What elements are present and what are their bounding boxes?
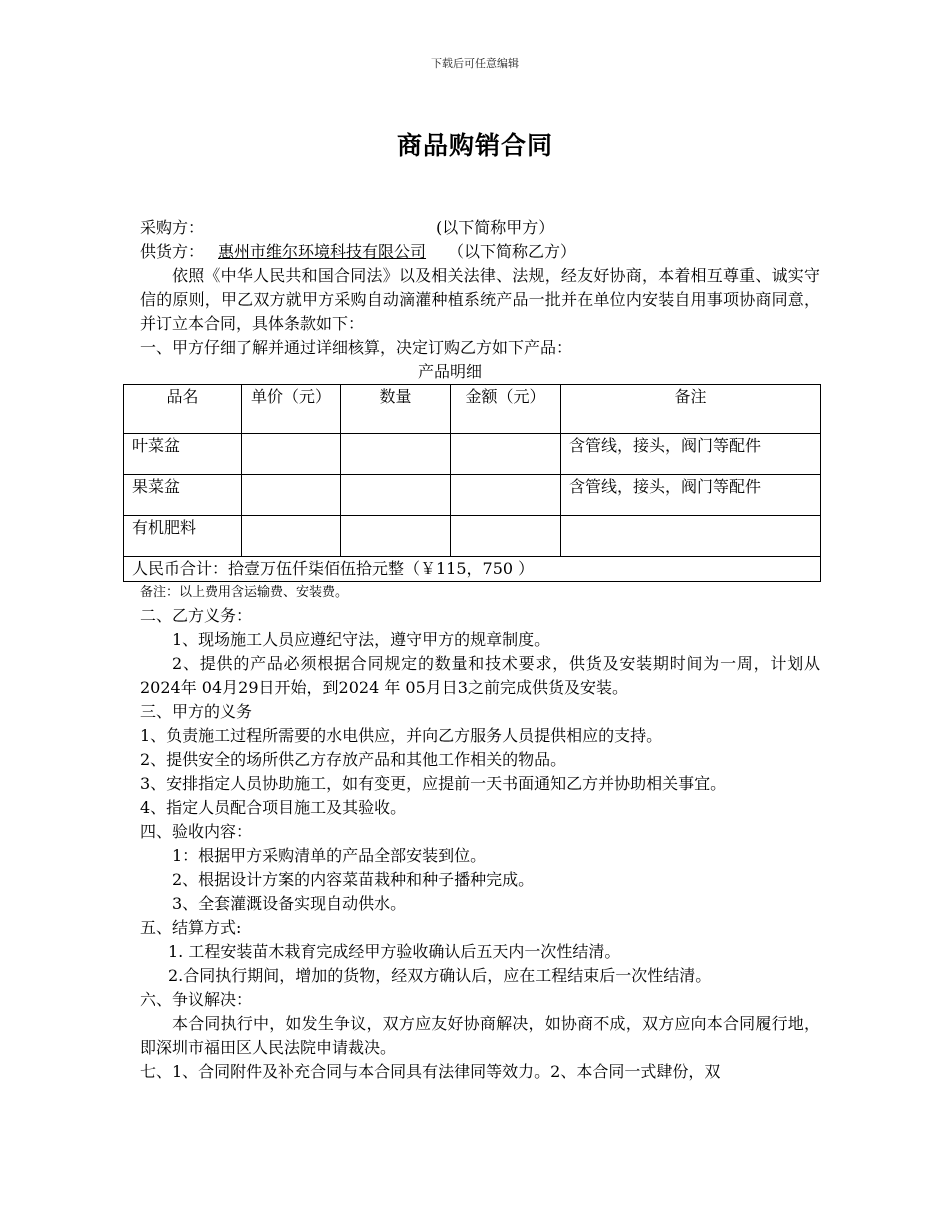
contract-body [132, 216, 820, 1084]
section-6-heading: 六、争议解决： [140, 990, 253, 1009]
header-remarks: 备注 [561, 385, 821, 434]
cell-amount [451, 434, 561, 475]
section-5-item: 2.合同执行期间，增加的货物，经双方确认后，应在工程结束后一次性结清。 [168, 966, 712, 985]
section-4-item: 3、全套灌溉设备实现自动供水。 [172, 894, 407, 913]
supplier-name: 惠州市维尔环境科技有限公司 [218, 242, 427, 261]
cell-amount [451, 516, 561, 557]
section-2-heading: 二、乙方义务： [140, 606, 253, 625]
table-note: 备注：以上费用含运输费、安装费。 [140, 585, 349, 600]
cell-quantity [341, 475, 451, 516]
section-3-item: 4、指定人员配合项目施工及其验收。 [140, 798, 407, 817]
buyer-line [140, 216, 820, 240]
section-3-item: 3、安排指定人员协助施工，如有变更，应提前一天书面通知乙方并协助相关事宜。 [140, 774, 727, 793]
product-table [123, 384, 821, 582]
cell-remarks: 含管线，接头，阀门等配件 [561, 475, 821, 516]
table-row [124, 475, 821, 516]
section-5-item: 1. 工程安装苗木栽育完成经甲方验收确认后五天内一次性结清。 [168, 942, 621, 961]
table-caption: 产品明细 [417, 362, 482, 381]
section-6-body: 本合同执行中，如发生争议，双方应友好协商解决，如协商不成，双方应向本合同履行地，即深圳市福田区人民法院申请裁决。 [140, 1014, 820, 1057]
supplier-label: 供货方： [140, 242, 205, 261]
cell-name: 有机肥料 [124, 516, 242, 557]
supplier-suffix: （以下简称乙方） [448, 242, 577, 261]
section-3-item: 2、提供安全的场所供乙方存放产品和其他工作相关的物品。 [140, 750, 567, 769]
section-4-heading: 四、验收内容： [140, 822, 253, 841]
cell-amount [451, 475, 561, 516]
section-2-item: 2、提供的产品必须根据合同规定的数量和技术要求，供货及安装期时间为一周，计划从2024年 04月29日开始，到2024 年 05月日3之前完成供货及安装。 [140, 654, 820, 697]
table-header-row [124, 385, 821, 434]
cell-unit-price [242, 516, 341, 557]
cell-remarks: 含管线，接头，阀门等配件 [561, 434, 821, 475]
cell-name: 果菜盆 [124, 475, 242, 516]
section-3-item: 1、负责施工过程所需要的水电供应，并向乙方服务人员提供相应的支持。 [140, 726, 663, 745]
cell-name: 叶菜盆 [124, 434, 242, 475]
table-row [124, 516, 821, 557]
table-total-row [124, 557, 821, 582]
section-4-item: 1：根据甲方采购清单的产品全部安装到位。 [172, 846, 487, 865]
total-cell: 人民币合计：拾壹万伍仟柒佰伍拾元整（￥115，750 ） [124, 557, 821, 582]
supplier-line [140, 240, 820, 264]
header-name: 品名 [124, 385, 242, 434]
section-7-text: 七、1、合同附件及补充合同与本合同具有法律同等效力。2、本合同一式肆份，双 [140, 1062, 721, 1081]
section-1-heading: 一、甲方仔细了解并通过详细核算，决定订购乙方如下产品： [140, 338, 573, 357]
section-3-heading: 三、甲方的义务 [140, 702, 253, 721]
cell-remarks [561, 516, 821, 557]
buyer-suffix: (以下简称甲方） [436, 218, 555, 237]
buyer-label: 采购方： [140, 218, 205, 237]
cell-unit-price [242, 475, 341, 516]
cell-quantity [341, 434, 451, 475]
cell-quantity [341, 516, 451, 557]
intro-paragraph: 依照《中华人民共和国合同法》以及相关法律、法规，经友好协商，本着相互尊重、诚实守信的原则，甲乙双方就甲方采购自动滴灌种植系统产品一批并在单位内安装自用事项协商同意，并订立本合同，具体条款如下： [140, 266, 820, 333]
document-title: 商品购销合同 [396, 131, 553, 160]
section-2-item: 1、现场施工人员应遵纪守法，遵守甲方的规章制度。 [172, 630, 551, 649]
section-4-item: 2、根据设计方案的内容菜苗栽种和种子播种完成。 [172, 870, 535, 889]
header-amount: 金额（元） [451, 385, 561, 434]
header-note: 下载后可任意编辑 [431, 57, 519, 70]
table-row [124, 434, 821, 475]
cell-unit-price [242, 434, 341, 475]
header-quantity: 数量 [341, 385, 451, 434]
header-unit-price: 单价（元） [242, 385, 341, 434]
section-5-heading: 五、结算方式: [140, 918, 242, 937]
